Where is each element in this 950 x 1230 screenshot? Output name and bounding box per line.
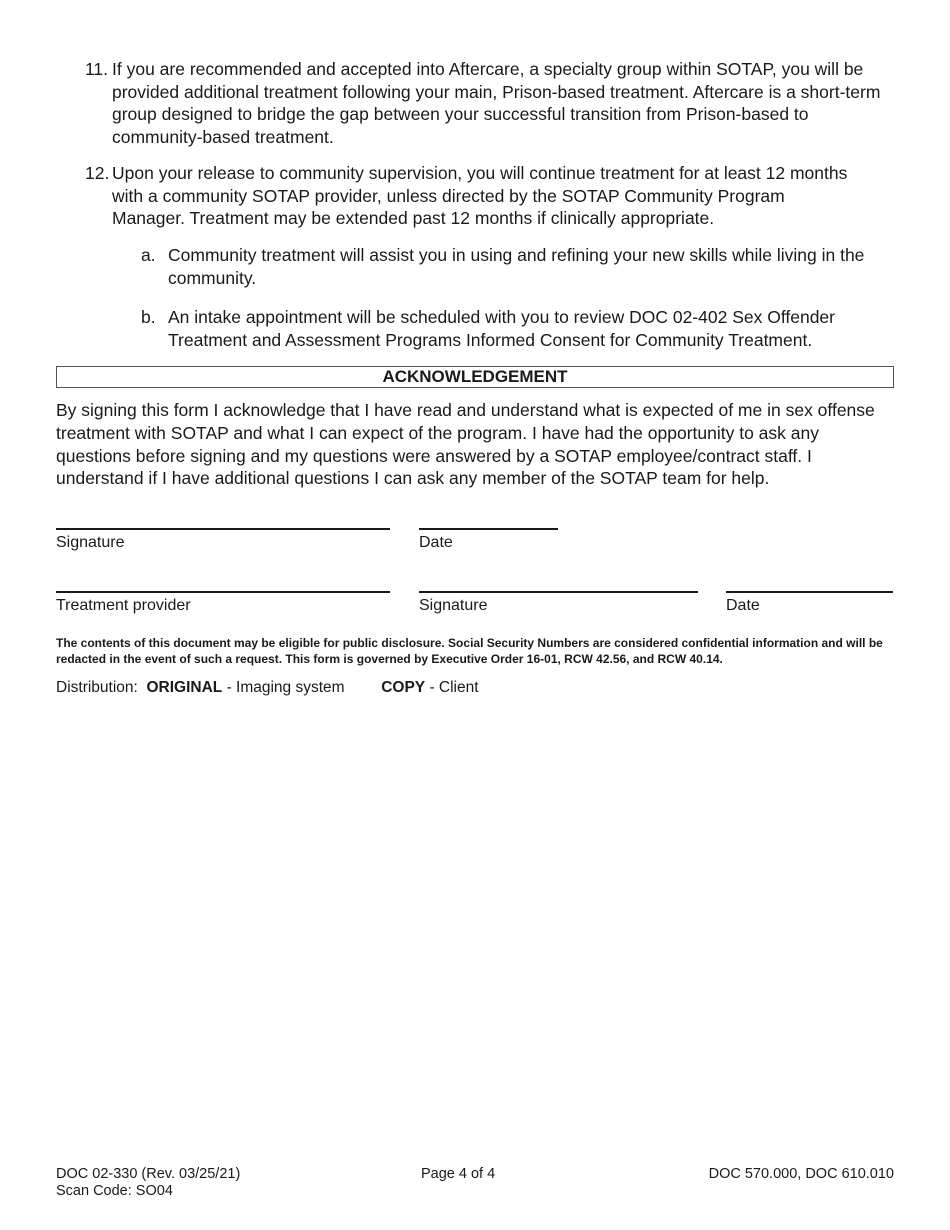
date-label: Date — [419, 534, 453, 551]
provider-date-line[interactable] — [726, 591, 893, 593]
footer-form-number: DOC 02-330 (Rev. 03/25/21) — [56, 1166, 241, 1182]
provider-signature-label: Signature — [419, 597, 488, 614]
item-12a-text: Community treatment will assist you in using and refining your new skills while living in the community. — [168, 245, 865, 288]
footer-page-number: Page 4 of 4 — [421, 1166, 496, 1182]
item-11-number: 11. — [85, 59, 109, 79]
footer-policy-refs: DOC 570.000, DOC 610.010 — [708, 1166, 894, 1182]
treatment-provider-line[interactable] — [56, 591, 390, 593]
distribution-copy-label: COPY — [381, 679, 426, 696]
distribution-original-dest: - Imaging system — [226, 679, 345, 696]
item-12b-letter: b. — [141, 307, 156, 327]
distribution-prefix: Distribution: — [56, 679, 138, 696]
item-12-text: Upon your release to community supervision, you will continue treatment for at least 12 months with a community SOTAP provider, unless directed by the SOTAP Community Program Manager. Treatment may be extended past 12 months if clinically appropriate. — [112, 163, 848, 228]
item-12a-letter: a. — [141, 245, 156, 265]
disclosure-notice: The contents of this document may be eligible for public disclosure. Social Security Numbers are considered confidential information and will be redacted in the event of such a request. This form is governed by Executive Order 16-01, RCW 42.56, and RCW 40.14. — [56, 636, 883, 666]
item-12b-text: An intake appointment will be scheduled with you to review DOC 02-402 Sex Offender Treatment and Assessment Programs Informed Consent for Community Treatment. — [168, 307, 835, 350]
treatment-provider-label: Treatment provider — [56, 597, 191, 614]
item-12-number: 12. — [85, 163, 110, 183]
distribution-original-label: ORIGINAL — [146, 679, 223, 696]
provider-date-label: Date — [726, 597, 760, 614]
signature-line[interactable] — [56, 528, 390, 530]
footer-scan-code: Scan Code: SO04 — [56, 1183, 173, 1199]
provider-signature-line[interactable] — [419, 591, 698, 593]
acknowledgement-text: By signing this form I acknowledge that I have read and understand what is expected of me in sex offense treatment with SOTAP and what I can expect of the program. I have had the opportunity to ask any questions before signing and my questions were answered by a SOTAP employee/contract staff. I understand if I have additional questions I can ask any member of the SOTAP team for help. — [56, 400, 875, 489]
distribution-line — [56, 679, 479, 697]
item-11-text: If you are recommended and accepted into Aftercare, a specialty group within SOTAP, you will be provided additional treatment following your main, Prison-based treatment. Aftercare is a short-term group designed to bridge the gap between your successful transition from Prison-based to community-based treatment. — [112, 59, 881, 147]
signature-label: Signature — [56, 534, 125, 551]
acknowledgement-heading: ACKNOWLEDGEMENT — [56, 366, 894, 388]
date-line[interactable] — [419, 528, 558, 530]
distribution-copy-dest: - Client — [429, 679, 479, 696]
